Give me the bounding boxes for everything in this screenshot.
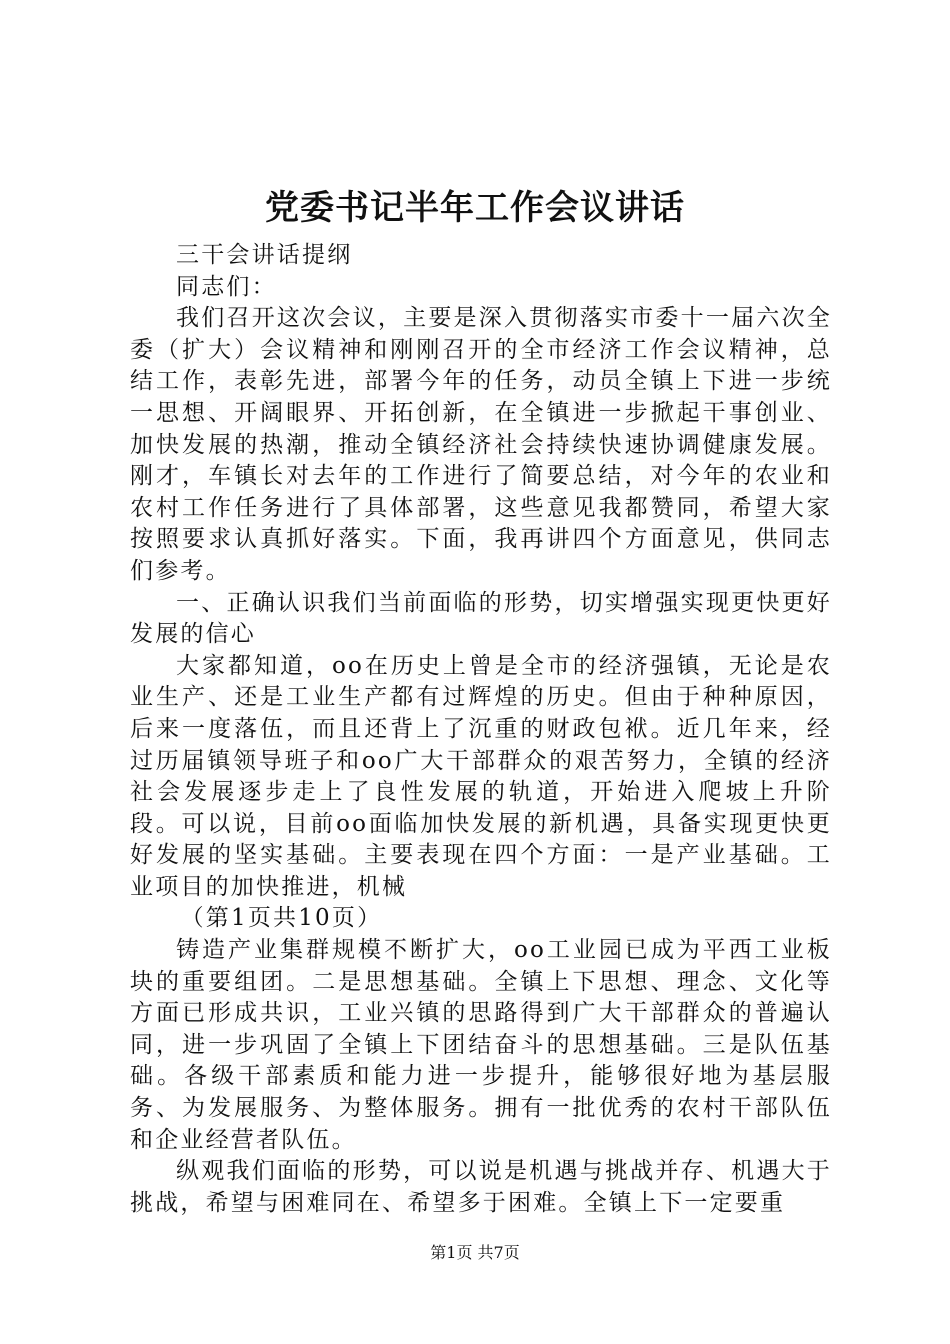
body-paragraph: 铸造产业集群规模不断扩大，oo工业园已成为平西工业板块的重要组团。二是思想基础。全镇上下思想、理念、文化等方面已形成共识，工业兴镇的思路得到广大干部群众的普遍认同，进一步巩固了全镇上下团结奋斗的思想基础。三是队伍基础。各级干部素质和能力进一步提升，能够很好地为基层服务、为发展服务、为整体服务。拥有一批优秀的农村干部队伍和企业经营者队伍。 [130,937,832,1153]
salutation-paragraph: 同志们： [176,273,277,300]
document-title: 党委书记半年工作会议讲话 [265,188,685,228]
body-paragraph: 我们召开这次会议，主要是深入贯彻落实市委十一届六次全委（扩大）会议精神和刚刚召开的全市经济工作会议精神，总结工作，表彰先进，部署今年的任务，动员全镇上下进一步统一思想、开阔眼界、开拓创新，在全镇进一步掀起干事创业、加快发展的热潮，推动全镇经济社会持续快速协调健康发展。刚才，车镇长对去年的工作进行了简要总结，对今年的农业和农村工作任务进行了具体部署，这些意见我都赞同，希望大家按照要求认真抓好落实。下面，我再讲四个方面意见，供同志们参考。 [130,305,832,584]
inline-page-note: （第1页共10页） [180,905,383,932]
section-heading: 一、正确认识我们当前面临的形势，切实增强实现更快更好发展的信心 [130,589,832,648]
page-footer: 第1页 共7页 [430,1243,520,1262]
body-paragraph: 纵观我们面临的形势，可以说是机遇与挑战并存、机遇大于挑战，希望与困难同在、希望多于困难。全镇上下一定要重 [130,1158,832,1216]
body-paragraph: 大家都知道，oo在历史上曾是全市的经济强镇，无论是农业生产、还是工业生产都有过辉煌的历史。但由于种种原因，后来一度落伍，而且还背上了沉重的财政包袱。近几年来，经过历届镇领导班子和oo广大干部群众的艰苦努力，全镇的经济社会发展逐步走上了良性发展的轨道，开始进入爬坡上升阶段。可以说，目前oo面临加快发展的新机遇，具备实现更快更好发展的坚实基础。主要表现在四个方面：一是产业基础。工业项目的加快推进，机械 [130,652,832,900]
subtitle-paragraph: 三干会讲话提纲 [176,242,353,268]
document-body [130,240,832,1219]
